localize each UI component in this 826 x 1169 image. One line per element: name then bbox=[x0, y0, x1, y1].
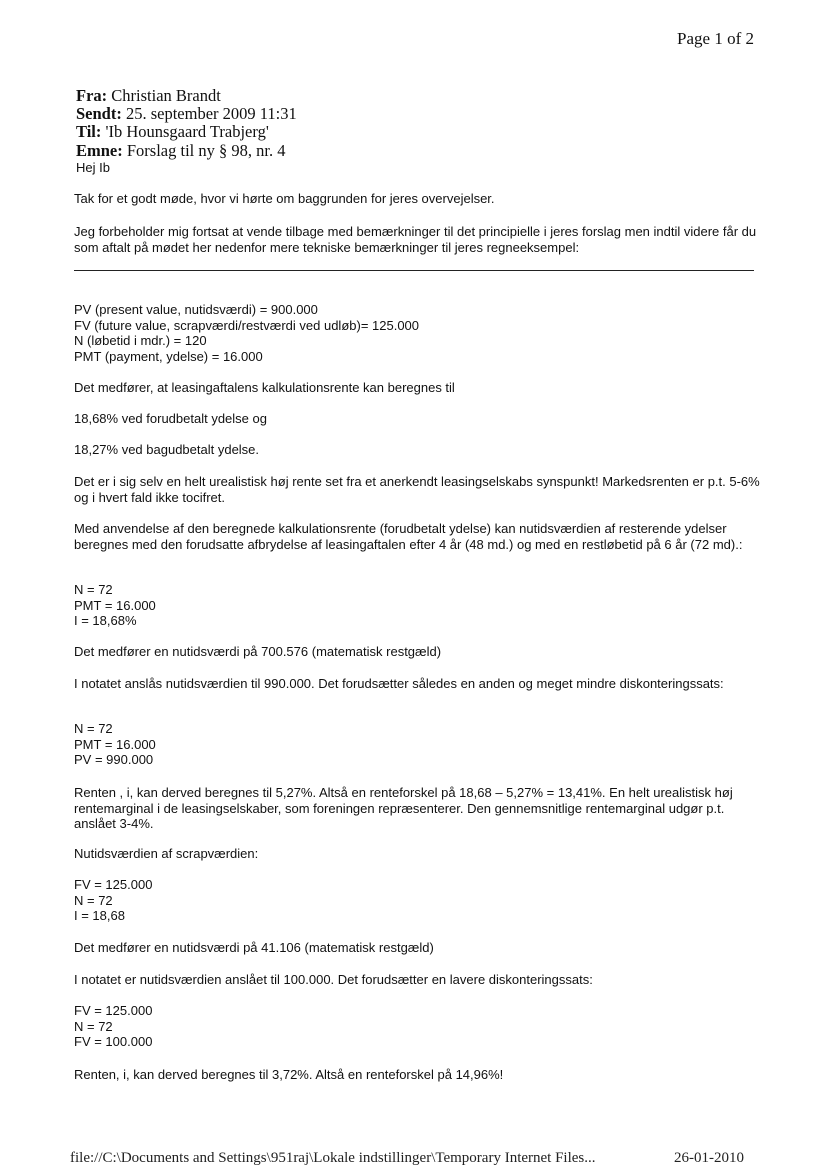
application-paragraph: Med anvendelse af den beregnede kalkulationsrente (forudbetalt ydelse) kan nutidsværdien af resterende ydelser beregnes med den forudsatte afbrydelse af leasingaftalen efter 4 år (48 md.) og med en restløbetid på 6 år (72 md).: bbox=[74, 521, 743, 552]
notat-paragraph-1: I notatet anslås nutidsværdien til 990.000. Det forudsætter således en anden og meget mindre diskonteringssats: bbox=[74, 676, 724, 691]
param-line: FV = 125.000 bbox=[74, 877, 153, 892]
header-subject bbox=[76, 141, 285, 161]
parameter-block-5 bbox=[74, 1003, 152, 1050]
sent-value: 25. september 2009 11:31 bbox=[121, 104, 297, 123]
rate-prepaid: 18,68% ved forudbetalt ydelse og bbox=[74, 411, 267, 426]
subject-value: Forslag til ny § 98, nr. 4 bbox=[122, 141, 286, 160]
param-line: PV = 990.000 bbox=[74, 752, 154, 767]
param-line: FV (future value, scrapværdi/restværdi ved udløb)= 125.000 bbox=[74, 317, 420, 333]
from-value: Christian Brandt bbox=[107, 86, 221, 105]
unrealistic-paragraph: Det er i sig selv en helt urealistisk høj rente set fra et anerkendt leasingselskabs synspunkt! Markedsrenten er p.t. 5-6% og i hvert fald ikke tocifret. bbox=[74, 474, 760, 505]
param-line: I = 18,68% bbox=[74, 613, 137, 628]
intro-paragraph-2: Jeg forbeholder mig fortsat at vende tilbage med bemærkninger til det principielle i jeres forslag men indtil videre får du som aftalt på mødet her nedenfor mere tekniske bemærkninger til jeres regneeksempel: bbox=[74, 224, 757, 255]
footer-file-path: file://C:\Documents and Settings\951raj\Lokale indstillinger\Temporary Internet Files... bbox=[70, 1150, 596, 1166]
rente-paragraph-2: Renten, i, kan derved beregnes til 3,72%. Altså en renteforskel på 14,96%! bbox=[74, 1067, 504, 1082]
greeting: Hej Ib bbox=[76, 160, 110, 175]
footer-date: 26-01-2010 bbox=[674, 1150, 744, 1166]
parameter-block-2 bbox=[74, 582, 156, 629]
notat-paragraph-2: I notatet er nutidsværdien anslået til 100.000. Det forudsætter en lavere diskonteringssats: bbox=[74, 972, 593, 987]
param-line: PMT = 16.000 bbox=[74, 597, 156, 613]
param-line: FV = 125.000 bbox=[74, 1003, 153, 1018]
page-number: Page 1 of 2 bbox=[677, 29, 754, 48]
param-line: N = 72 bbox=[74, 1018, 113, 1034]
rente-paragraph-1: Renten , i, kan derved beregnes til 5,27%. Altså en renteforskel på 18,68 – 5,27% = 13,41%. En helt urealistisk høj rentemarginal i de leasingselskaber, som foreningen repræsenterer. Den gennemsnitlige rentemarginal udgør p.t. anslået 3-4%. bbox=[74, 785, 733, 831]
param-line: N (løbetid i mdr.) = 120 bbox=[74, 333, 207, 348]
parameter-block-4 bbox=[74, 877, 152, 924]
header-sent bbox=[76, 104, 297, 124]
param-line: N = 72 bbox=[74, 721, 113, 736]
parameter-block-3 bbox=[74, 721, 156, 768]
rate-postpaid: 18,27% ved bagudbetalt ydelse. bbox=[74, 442, 260, 457]
to-label: Til: bbox=[76, 122, 102, 141]
from-label: Fra: bbox=[76, 86, 108, 105]
header-to bbox=[76, 122, 269, 142]
separator-line bbox=[74, 270, 754, 271]
param-line: N = 72 bbox=[74, 892, 113, 908]
param-line: PMT = 16.000 bbox=[74, 736, 156, 752]
sent-label: Sendt: bbox=[76, 104, 122, 123]
param-line: PMT (payment, ydelse) = 16.000 bbox=[74, 348, 263, 364]
result-paragraph-2: Det medfører en nutidsværdi på 41.106 (matematisk restgæld) bbox=[74, 940, 434, 955]
to-value: 'Ib Hounsgaard Trabjerg' bbox=[101, 122, 269, 141]
param-line: N = 72 bbox=[74, 582, 113, 597]
subject-label: Emne: bbox=[76, 141, 123, 160]
param-line: PV (present value, nutidsværdi) = 900.000 bbox=[74, 302, 318, 317]
scrap-heading: Nutidsværdien af scrapværdien: bbox=[74, 846, 259, 861]
parameter-block-1 bbox=[74, 302, 419, 364]
intro-paragraph-1: Tak for et godt møde, hvor vi hørte om baggrunden for jeres overvejelser. bbox=[74, 191, 495, 206]
param-line: FV = 100.000 bbox=[74, 1034, 153, 1049]
param-line: I = 18,68 bbox=[74, 908, 125, 923]
result-paragraph-1: Det medfører en nutidsværdi på 700.576 (matematisk restgæld) bbox=[74, 644, 442, 659]
header-from bbox=[76, 86, 221, 106]
rate-paragraph: Det medfører, at leasingaftalens kalkulationsrente kan beregnes til bbox=[74, 380, 455, 395]
